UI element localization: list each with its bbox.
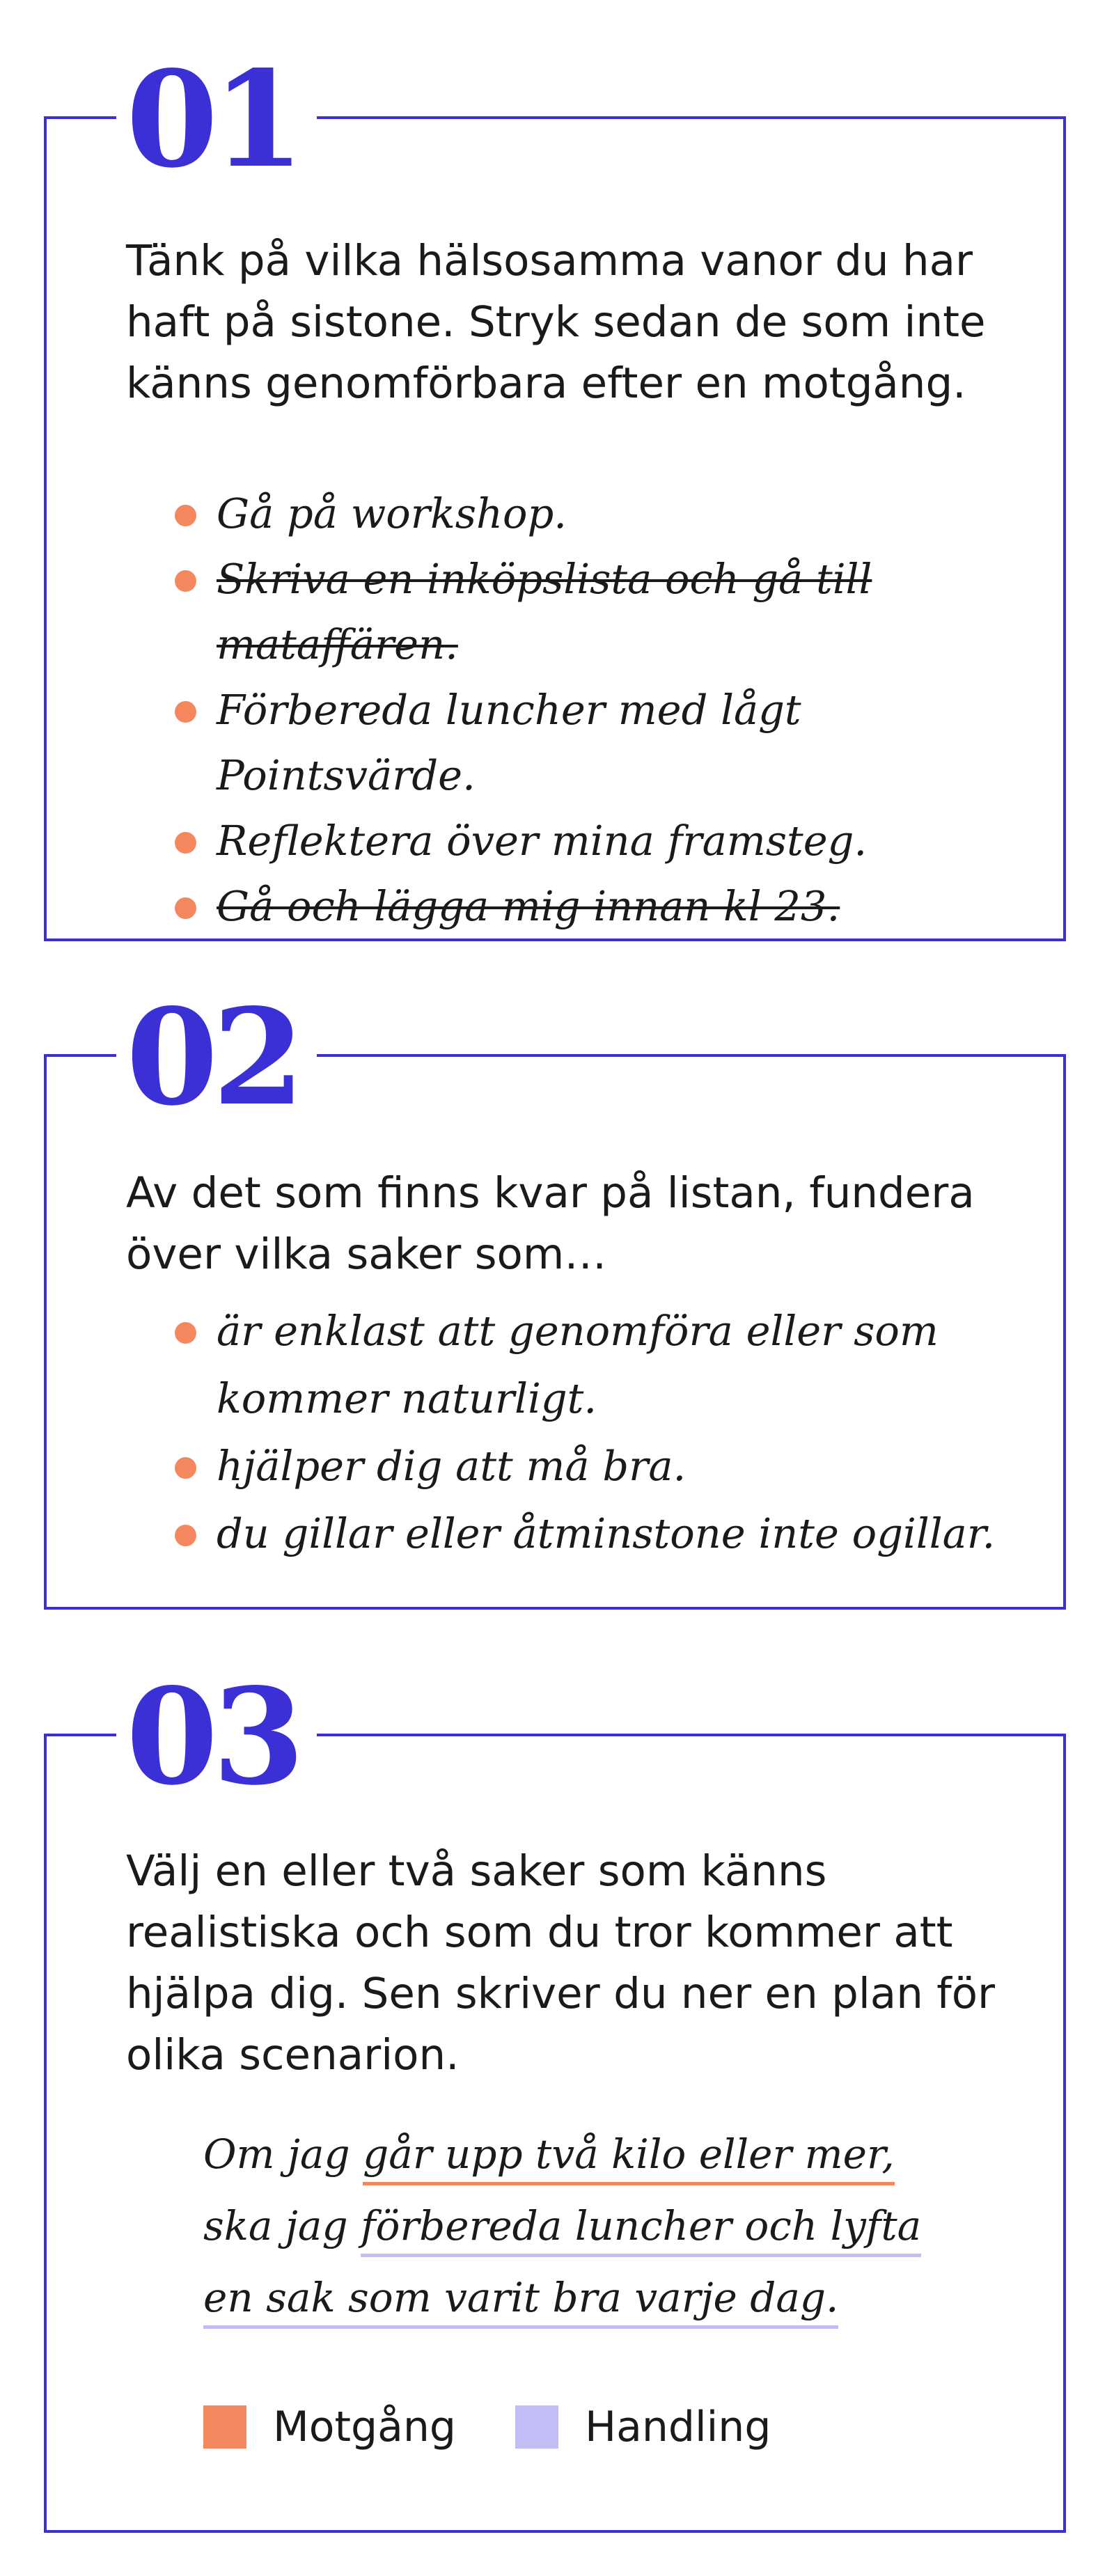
legend-item-handling xyxy=(515,2403,771,2451)
step-2-card xyxy=(44,980,1066,1610)
legend xyxy=(203,2403,830,2451)
step-3-card xyxy=(44,1659,1066,2533)
example-line xyxy=(203,2194,969,2266)
handling-phrase: förbereda luncher och lyfta xyxy=(361,2202,921,2257)
criteria-item xyxy=(175,1297,1010,1432)
example-line xyxy=(203,2123,969,2194)
step-number: 03 xyxy=(116,1678,317,1796)
example-text: ska jag xyxy=(203,2202,361,2249)
habit-text: Reflektera över mina framsteg. xyxy=(217,817,868,865)
habit-text: Skriva en inköpslista och gå till mataffären. xyxy=(217,555,872,668)
bullet-icon xyxy=(175,505,196,526)
legend-item-motgang xyxy=(203,2403,456,2451)
habit-text: Gå och lägga mig innan kl 23. xyxy=(217,882,840,930)
criteria-item xyxy=(175,1432,1010,1500)
step-instruction: Av det som finns kvar på listan, fundera över vilka saker som… xyxy=(126,1168,975,1279)
step-number: 01 xyxy=(116,61,317,179)
plan-example xyxy=(203,2123,969,2338)
bullet-icon xyxy=(175,832,196,854)
bullet-icon xyxy=(175,897,196,919)
bullet-icon xyxy=(175,701,196,723)
example-text: Om jag xyxy=(203,2130,363,2178)
criteria-item xyxy=(175,1500,1010,1567)
motgang-phrase: går upp två kilo eller mer, xyxy=(363,2130,895,2185)
handling-swatch xyxy=(515,2405,558,2449)
habit-item-struck xyxy=(175,874,1052,939)
habit-text: Förbereda luncher med lågt Pointsvärde. xyxy=(217,686,801,799)
example-line xyxy=(203,2266,969,2338)
habit-item xyxy=(175,481,1052,547)
criteria-text: hjälper dig att må bra. xyxy=(217,1442,687,1490)
motgang-swatch xyxy=(203,2405,246,2449)
bullet-icon xyxy=(175,1457,196,1479)
criteria-text: du gillar eller åtminstone inte ogillar. xyxy=(217,1509,996,1557)
bullet-icon xyxy=(175,1322,196,1344)
habit-list xyxy=(175,481,1052,939)
bullet-icon xyxy=(175,1525,196,1546)
legend-label: Handling xyxy=(584,2403,771,2451)
criteria-text: är enklast att genomföra eller som kommer naturligt. xyxy=(217,1307,939,1422)
habit-item xyxy=(175,808,1052,874)
criteria-list xyxy=(175,1297,1010,1567)
step-instruction: Tänk på vilka hälsosamma vanor du har haft på sistone. Stryk sedan de som inte känns genomförbara efter en motgång. xyxy=(126,236,986,408)
habit-item-struck xyxy=(175,547,1052,677)
step-instruction: Välj en eller två saker som känns realistiska och som du tror kommer att hjälpa dig. Sen skriver du ner en plan för olika scenarion. xyxy=(126,1846,996,2080)
handling-phrase: en sak som varit bra varje dag. xyxy=(203,2274,838,2329)
bullet-icon xyxy=(175,570,196,592)
step-1-card xyxy=(44,42,1066,941)
legend-label: Motgång xyxy=(273,2403,456,2451)
step-number: 02 xyxy=(116,998,317,1117)
habit-item xyxy=(175,677,1052,808)
habit-text: Gå på workshop. xyxy=(217,489,567,537)
